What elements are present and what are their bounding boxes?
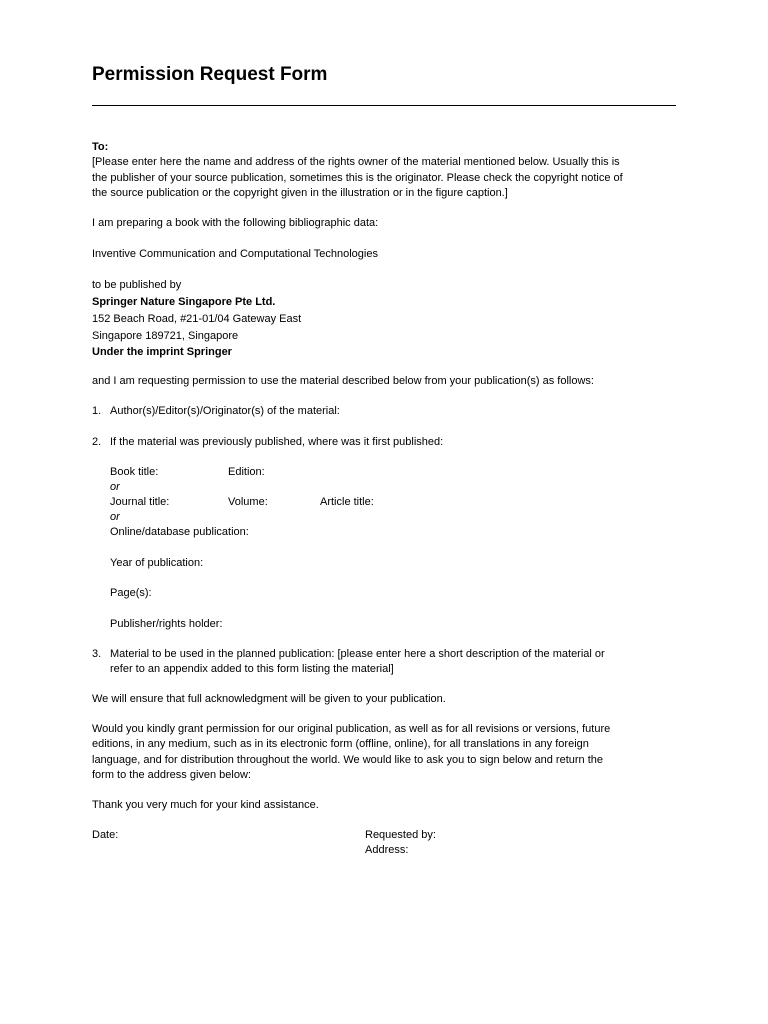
to-label: To: — [92, 141, 109, 153]
grant-line-1: Would you kindly grant permission for our original publication, as well as for all revisions or versions, future — [92, 723, 611, 735]
acknowledgment-text: We will ensure that full acknowledgment will be given to your publication. — [92, 693, 446, 705]
item-2-number: 2. — [92, 436, 102, 448]
or-separator-1: or — [110, 481, 120, 493]
grant-line-4: form to the address given below: — [92, 769, 251, 781]
publisher-holder-field-label: Publisher/rights holder: — [110, 618, 223, 630]
publisher-address-line-2: Singapore 189721, Singapore — [92, 330, 239, 342]
item-3-line-1: Material to be used in the planned publication: [please enter here a short description of the material or — [110, 648, 605, 660]
online-publication-field-label: Online/database publication: — [110, 526, 249, 538]
pages-field-label: Page(s): — [110, 587, 152, 599]
grant-line-2: editions, in any medium, such as in its electronic form (offline, online), for all translations in any foreign — [92, 738, 589, 750]
item-3-number: 3. — [92, 648, 102, 660]
book-title-text: Inventive Communication and Computational Technologies — [92, 248, 378, 260]
to-instructions-line-2: the publisher of your source publication, sometimes this is the originator. Please check the copyright notice of — [92, 172, 623, 184]
or-separator-2: or — [110, 511, 120, 523]
item-1-text: Author(s)/Editor(s)/Originator(s) of the material: — [110, 405, 340, 417]
item-3-line-2: refer to an appendix added to this form listing the material] — [110, 663, 394, 675]
date-label: Date: — [92, 829, 119, 841]
to-instructions-line-1: [Please enter here the name and address of the rights owner of the material mentioned below. Usually this is — [92, 156, 620, 168]
form-title: Permission Request Form — [92, 64, 328, 85]
article-title-field-label: Article title: — [320, 496, 374, 508]
imprint-name: Springer — [186, 346, 232, 358]
grant-line-3: language, and for distribution throughout the world. We would like to ask you to sign below and return the — [92, 754, 604, 766]
to-instructions-line-3: the source publication or the copyright given in the illustration or in the figure caption.] — [92, 187, 508, 199]
publisher-name: Springer Nature Singapore Pte Ltd. — [92, 296, 276, 308]
requested-by-label: Requested by: — [365, 829, 436, 841]
item-2-text: If the material was previously published, where was it first published: — [110, 436, 444, 448]
title-divider — [92, 105, 676, 106]
imprint-line — [92, 345, 232, 360]
to-be-published-by: to be published by — [92, 279, 182, 291]
journal-title-field-label: Journal title: — [110, 496, 170, 508]
edition-field-label: Edition: — [228, 466, 265, 478]
item-1-number: 1. — [92, 405, 102, 417]
intro-text: I am preparing a book with the following bibliographic data: — [92, 217, 379, 229]
year-field-label: Year of publication: — [110, 557, 204, 569]
volume-field-label: Volume: — [228, 496, 268, 508]
thanks-text: Thank you very much for your kind assistance. — [92, 799, 319, 811]
request-line: and I am requesting permission to use the material described below from your publication(s) as follows: — [92, 375, 594, 387]
publisher-address-line-1: 152 Beach Road, #21-01/04 Gateway East — [92, 313, 302, 325]
imprint-prefix: Under the imprint — [92, 346, 187, 358]
address-label: Address: — [365, 844, 409, 856]
book-title-field-label: Book title: — [110, 466, 159, 478]
